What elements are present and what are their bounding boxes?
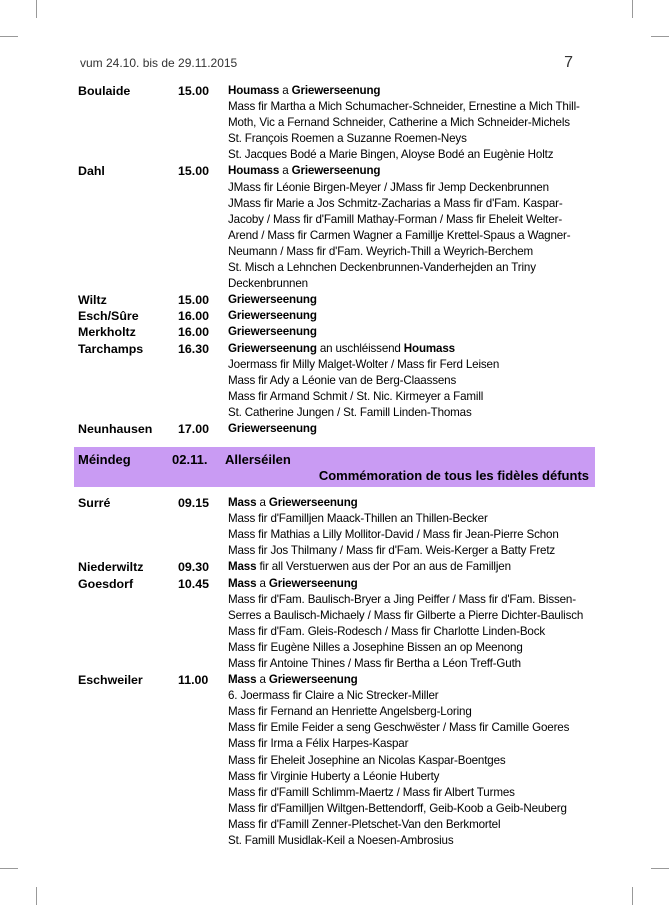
- entry-line: Mass fir d'Famill Zenner-Pletschet-Van den Berkmortel: [228, 817, 501, 831]
- schedule-entry: [78, 163, 598, 292]
- entry-time: 09.30: [178, 560, 210, 575]
- entry-lines: [228, 83, 598, 163]
- schedule-list-after: [78, 495, 598, 849]
- page-number: 7: [564, 54, 573, 71]
- liturgy-label: Houmass: [228, 164, 280, 178]
- crop-mark: [651, 868, 669, 869]
- entry-lines: [228, 292, 598, 308]
- entry-line: [228, 83, 598, 99]
- entry-line: [228, 292, 598, 308]
- entry-line: Mass fir Jos Thilmany / Mass fir d'Fam. Weis-Kerger a Batty Fretz: [228, 544, 556, 558]
- liturgy-label: Houmass: [403, 341, 455, 355]
- schedule: [78, 83, 598, 849]
- schedule-entry: [78, 672, 598, 849]
- entry-place: Wiltz: [78, 293, 107, 308]
- entry-line: Mass fir d'Familljen Maack-Thillen an Thillen-Becker: [228, 512, 488, 526]
- entry-line: Mass fir Irma a Félix Harpes-Kaspar: [228, 737, 409, 751]
- entry-line: Arend / Mass fir Carmen Wagner a Famillje Krettel-Spaus a Wagner-: [228, 228, 571, 242]
- entry-place: Niederwiltz: [78, 560, 144, 575]
- schedule-entry: [78, 495, 598, 559]
- liturgy-label: Griewerseenung: [228, 421, 317, 435]
- entry-line: Deckenbrunnen: [228, 277, 308, 291]
- entry-line: St. Misch a Lehnchen Deckenbrunnen-Vanderhejden an Triny: [228, 261, 536, 275]
- entry-line: JMass fir Marie a Jos Schmitz-Zacharias a Mass fir d'Fam. Kaspar-: [228, 196, 563, 210]
- liturgy-label: Mass: [228, 576, 257, 590]
- entry-line: [228, 341, 598, 357]
- entry-line: Mass fir Antoine Thines / Mass fir Bertha a Léon Treff-Guth: [228, 657, 521, 670]
- schedule-entry: [78, 83, 598, 163]
- liturgy-label: Mass: [228, 496, 257, 510]
- entry-place: Surré: [78, 496, 111, 511]
- crop-mark: [651, 36, 669, 37]
- entry-line: [228, 672, 598, 688]
- line-text: a: [256, 496, 269, 510]
- entry-line: Jacoby / Mass fir d'Famill Mathay-Forman / Mass fir Eheleit Welter-: [228, 212, 563, 226]
- schedule-entry: [78, 421, 598, 437]
- entry-line: Neumann / Mass fir d'Fam. Weyrich-Thill a Weyrich-Berchem: [228, 244, 534, 258]
- schedule-entry: [78, 559, 598, 575]
- entry-place: Eschweiler: [78, 673, 143, 688]
- line-text: a: [256, 673, 269, 687]
- entry-lines: [228, 324, 598, 340]
- header-date-range: vum 24.10. bis de 29.11.2015: [80, 56, 238, 70]
- liturgy-label: Griewerseenung: [228, 341, 317, 355]
- schedule-entry: [78, 324, 598, 340]
- entry-place: Goesdorf: [78, 576, 134, 591]
- entry-line: [228, 308, 598, 324]
- entry-line: [228, 495, 598, 511]
- entry-line: Mass fir Armand Schmit / St. Nic. Kirmeyer a Famill: [228, 389, 484, 403]
- crop-mark: [0, 868, 18, 869]
- entry-lines: [228, 559, 598, 575]
- crop-mark: [0, 36, 18, 37]
- entry-place: Boulaide: [78, 84, 131, 98]
- entry-line: [228, 559, 598, 575]
- entry-line: St. Famill Musidlak-Keil a Noesen-Ambrosius: [228, 834, 454, 848]
- schedule-entry: [78, 341, 598, 421]
- entry-lines: [228, 163, 598, 292]
- liturgy-label: Mass: [228, 673, 257, 687]
- entry-line: St. Jacques Bodé a Marie Bingen, Aloyse Bodé an Eugènie Holtz: [228, 148, 554, 162]
- entry-line: Mass fir Fernand an Henriette Angelsberg-Loring: [228, 705, 472, 719]
- entry-time: 11.00: [178, 673, 209, 688]
- entry-lines: [228, 308, 598, 324]
- entry-time: 15.00: [178, 293, 210, 308]
- entry-line: Joermass fir Milly Malget-Wolter / Mass fir Ferd Leisen: [228, 357, 500, 371]
- entry-time: 09.15: [178, 496, 210, 511]
- liturgy-label: Griewerseenung: [228, 293, 317, 307]
- entry-line: Moth, Vic a Fernand Schneider, Catherine a Mich Schneider-Michels: [228, 116, 570, 130]
- entry-line: Mass fir Eugène Nilles a Josephine Bissen an op Meenong: [228, 640, 523, 654]
- liturgy-label: Griewerseenung: [291, 84, 381, 97]
- liturgy-label: Griewerseenung: [291, 164, 381, 178]
- entry-lines: [228, 672, 598, 849]
- entry-time: 10.45: [178, 576, 210, 591]
- entry-line: Mass fir Eheleit Josephine an Nicolas Kaspar-Boentges: [228, 753, 506, 767]
- entry-place: Merkholtz: [78, 325, 136, 340]
- entry-line: JMass fir Léonie Birgen-Meyer / JMass fir Jemp Deckenbrunnen: [228, 180, 549, 194]
- liturgy-label: Griewerseenung: [228, 325, 317, 339]
- entry-line: Mass fir d'Familljen Wiltgen-Bettendorff, Geib-Koob a Geib-Neuberg: [228, 801, 567, 815]
- entry-line: Mass fir Virginie Huberty a Léonie Huberty: [228, 769, 440, 783]
- entry-line: St. Catherine Jungen / St. Famill Linden-Thomas: [228, 405, 472, 419]
- entry-place: Tarchamps: [78, 341, 144, 356]
- entry-time: 15.00: [178, 84, 210, 98]
- entry-line: Mass fir Ady a Léonie van de Berg-Claassens: [228, 373, 457, 387]
- liturgy-label: Griewerseenung: [228, 309, 317, 323]
- line-text: a: [256, 576, 269, 590]
- schedule-entry: [78, 576, 598, 673]
- entry-time: 16.00: [178, 309, 210, 324]
- schedule-entry: [78, 292, 598, 308]
- entry-place: Esch/Sûre: [78, 309, 139, 324]
- line-text: a: [279, 164, 292, 178]
- entry-line: Mass fir Martha a Mich Schumacher-Schneider, Ernestine a Mich Thill-: [228, 100, 580, 114]
- entry-line: Serres a Baulisch-Michaely / Mass fir Gilberte a Pierre Dichter-Baulisch: [228, 608, 584, 622]
- crop-mark: [632, 0, 633, 18]
- liturgy-label: Griewerseenung: [268, 496, 358, 510]
- entry-line: Mass fir d'Fam. Baulisch-Bryer a Jing Peiffer / Mass fir d'Fam. Bissen-: [228, 592, 576, 606]
- liturgy-label: Mass: [228, 560, 257, 574]
- line-text: an uschléissend: [316, 341, 404, 355]
- entry-line: St. François Roemen a Suzanne Roemen-Neys: [228, 132, 467, 146]
- band-day: Méindeg: [78, 452, 131, 468]
- band-title: Allerséilen: [225, 452, 291, 468]
- entry-line: Mass fir d'Fam. Gleis-Rodesch / Mass fir Charlotte Linden-Bock: [228, 624, 546, 638]
- spacer: [78, 487, 598, 495]
- entry-line: [228, 421, 598, 437]
- line-text: a: [279, 84, 292, 97]
- day-band: [74, 447, 595, 487]
- entry-lines: [228, 341, 598, 421]
- entry-time: 16.30: [178, 341, 210, 356]
- entry-time: 17.00: [178, 421, 210, 436]
- crop-mark: [632, 887, 633, 905]
- entry-line: [228, 163, 598, 179]
- entry-line: [228, 324, 598, 340]
- schedule-list-before: [78, 83, 598, 437]
- entry-line: Mass fir Emile Feider a seng Geschwëster / Mass fir Camille Goeres: [228, 721, 570, 735]
- entry-place: Dahl: [78, 164, 105, 179]
- line-text: fir all Verstuerwen aus der Por an aus de Familljen: [256, 560, 511, 574]
- liturgy-label: Griewerseenung: [268, 576, 358, 590]
- entry-lines: [228, 421, 598, 437]
- entry-place: Neunhausen: [78, 421, 153, 436]
- entry-line: Mass fir d'Famill Schlimm-Maertz / Mass fir Albert Turmes: [228, 785, 515, 799]
- crop-mark: [36, 887, 37, 905]
- entry-line: [228, 576, 598, 592]
- crop-mark: [36, 0, 37, 18]
- entry-line: Mass fir Mathias a Lilly Mollitor-David / Mass fir Jean-Pierre Schon: [228, 528, 559, 542]
- entry-time: 15.00: [178, 164, 210, 179]
- entry-time: 16.00: [178, 325, 210, 340]
- entry-lines: [228, 495, 598, 559]
- liturgy-label: Griewerseenung: [268, 673, 358, 687]
- liturgy-label: Houmass: [228, 84, 280, 97]
- band-date: 02.11.: [172, 452, 208, 468]
- schedule-entry: [78, 308, 598, 324]
- entry-line: 6. Joermass fir Claire a Nic Strecker-Miller: [228, 689, 439, 703]
- entry-lines: [228, 576, 598, 673]
- band-subtitle: Commémoration de tous les fidèles défunts: [318, 468, 589, 484]
